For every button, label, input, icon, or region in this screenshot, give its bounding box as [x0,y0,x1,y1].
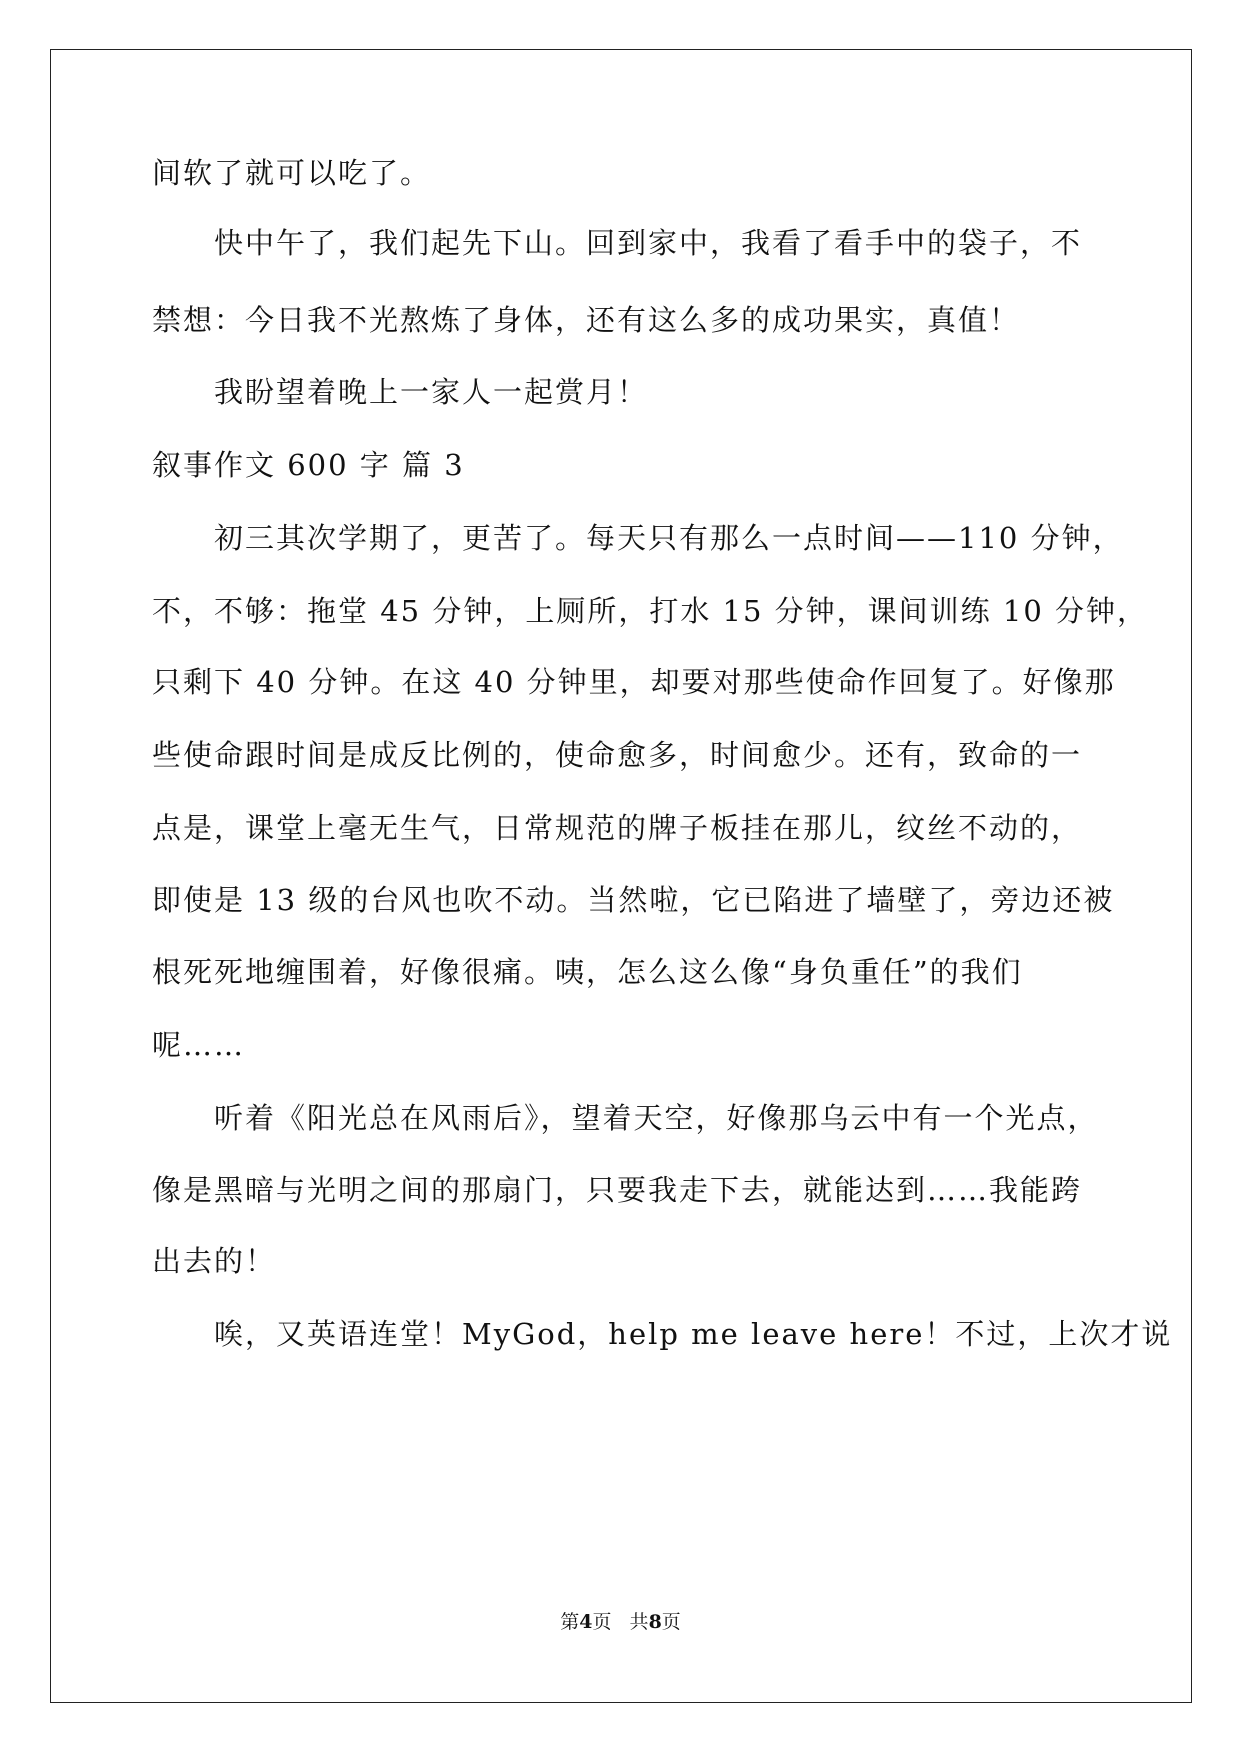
text-line: 呢…… [152,1028,246,1062]
footer-middle: 页 共 [592,1611,649,1633]
text-line: 像是黑暗与光明之间的那扇门，只要我走下去，就能达到……我能跨 [152,1173,1083,1207]
footer-suffix: 页 [661,1611,681,1633]
page-border [50,49,1192,1703]
text-line: 唉，又英语连堂！MyGod，help me leave here！不过，上次才说 [152,1317,1173,1351]
text-line: 不，不够：拖堂 45 分钟，上厕所，打水 15 分钟，课间训练 10 分钟， [152,594,1149,628]
text-line: 点是，课堂上毫无生气，日常规范的牌子板挂在那儿，纹丝不动的， [152,811,1083,845]
text-line: 只剩下 40 分钟。在这 40 分钟里，却要对那些使命作回复了。好像那 [152,665,1116,699]
section-heading: 叙事作文 600 字 篇 3 [152,448,465,482]
text-line: 出去的！ [152,1244,277,1278]
text-line: 快中午了，我们起先下山。回到家中，我看了看手中的袋子，不 [152,226,1083,260]
text-line: 我盼望着晚上一家人一起赏月！ [152,375,649,409]
page-footer [0,1610,1241,1634]
text-line: 初三其次学期了，更苦了。每天只有那么一点时间——110 分钟， [152,521,1124,555]
footer-prefix: 第 [560,1611,580,1633]
footer-total-pages: 8 [648,1611,662,1633]
text-line: 听着《阳光总在风雨后》，望着天空，好像那乌云中有一个光点， [152,1101,1099,1135]
text-line: 间软了就可以吃了。 [152,156,432,190]
text-line: 即使是 13 级的台风也吹不动。当然啦，它已陷进了墙壁了，旁边还被 [152,883,1115,917]
footer-current-page: 4 [579,1611,593,1633]
text-line: 些使命跟时间是成反比例的，使命愈多，时间愈少。还有，致命的一 [152,738,1083,772]
text-line: 禁想：今日我不光熬炼了身体，还有这么多的成功果实，真值！ [152,303,1021,337]
text-line: 根死死地缠围着，好像很痛。咦，怎么这么像“身负重任”的我们 [152,955,1023,989]
